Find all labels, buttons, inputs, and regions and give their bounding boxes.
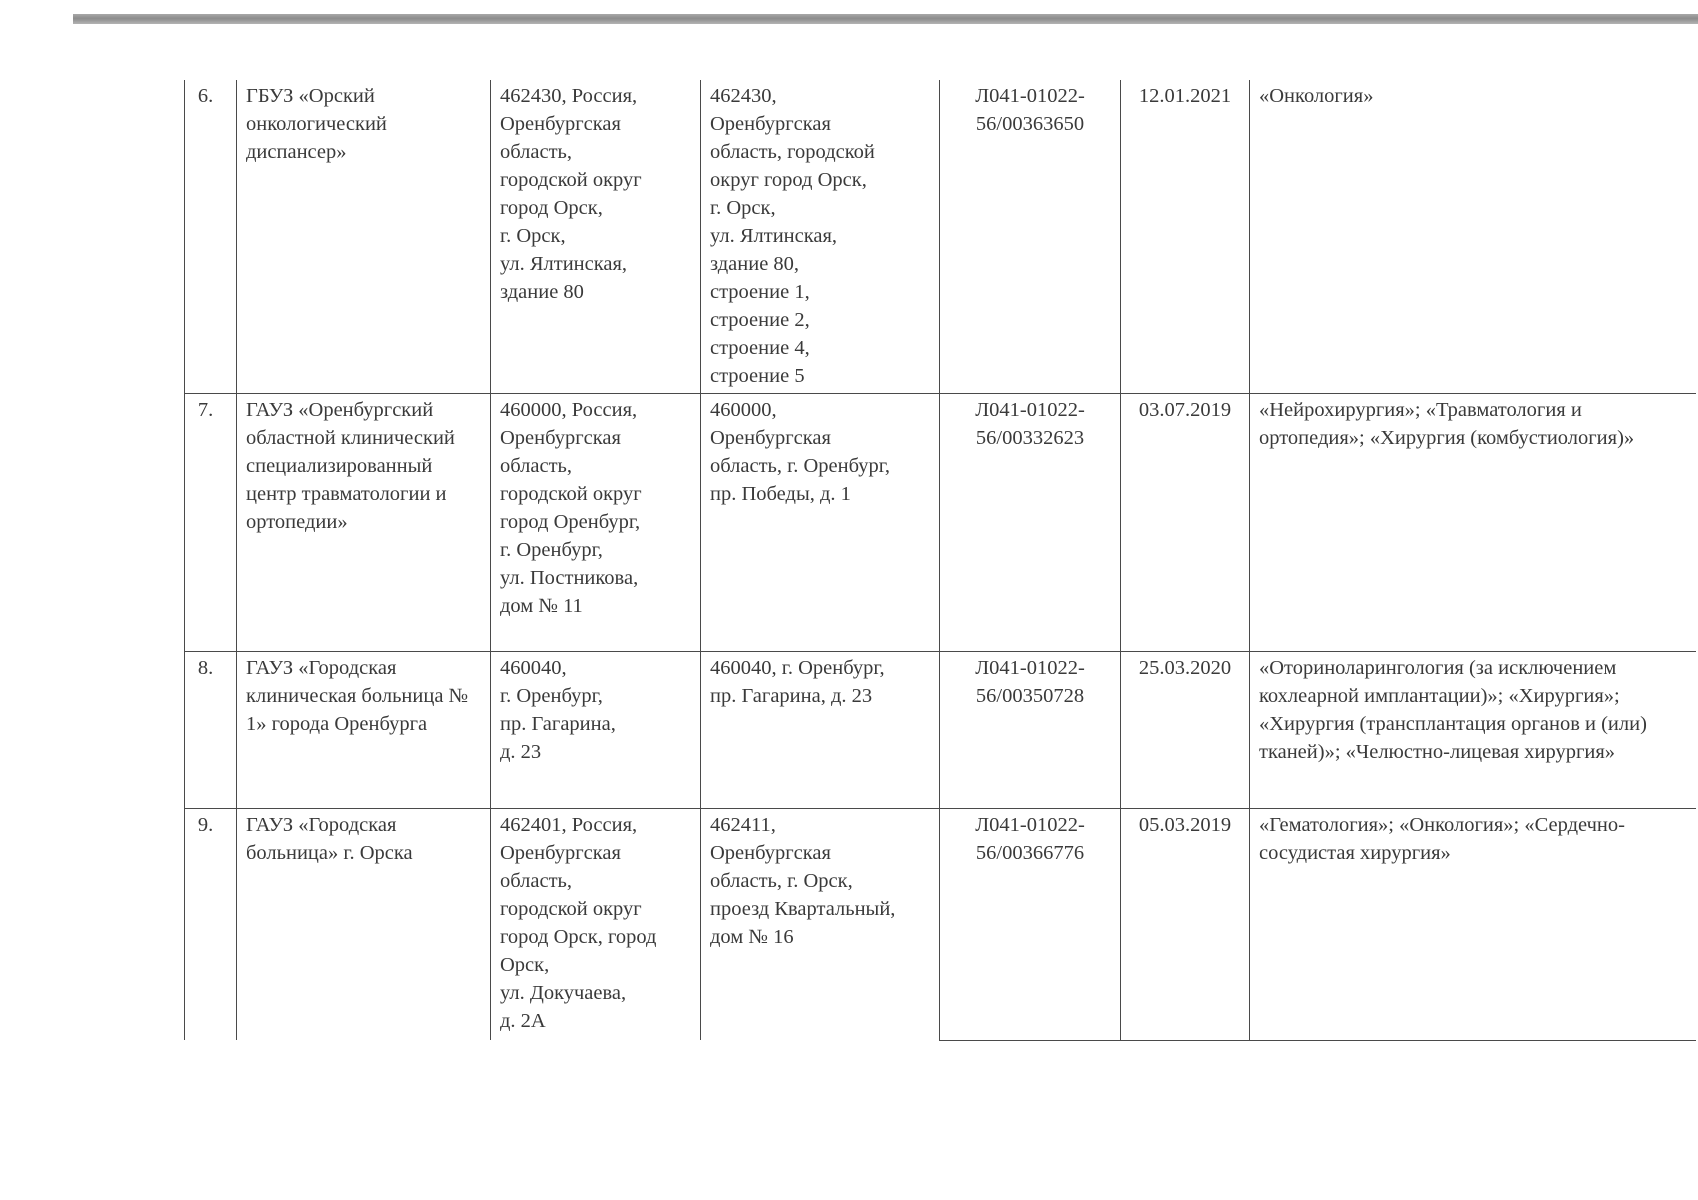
address-line: ул. Ялтинская,: [710, 225, 838, 247]
address-line: ул. Докучаева,: [500, 981, 627, 1004]
address-line: Орск,: [500, 953, 550, 976]
address-line: д. 2А: [500, 1009, 546, 1032]
license-line: 56/00366776: [975, 841, 1085, 864]
table-row: [185, 808, 1696, 1040]
address-line: городской округ: [500, 482, 642, 505]
address-line: 462401, Россия,: [500, 813, 638, 836]
address-line: округ город Орск,: [710, 169, 867, 191]
address-line: городской округ: [500, 169, 642, 191]
license-line: 56/00332623: [975, 426, 1085, 449]
address-line: строение 2,: [710, 309, 810, 331]
license-date: 25.03.2020: [1121, 651, 1250, 808]
license-line: Л041-01022-: [975, 85, 1085, 107]
address-line: город Орск, город: [500, 925, 657, 948]
activity-address: [701, 808, 940, 1040]
address-line: 462430,: [710, 85, 777, 107]
address-line: г. Оренбург,: [500, 684, 603, 707]
address-line: Оренбургская: [710, 113, 831, 135]
address-line: здание 80,: [710, 253, 800, 275]
address-line: строение 1,: [710, 281, 810, 303]
address-line: Оренбургская: [710, 841, 831, 864]
activity-address: [701, 393, 940, 651]
address-line: дом № 16: [710, 925, 794, 948]
license-date: 12.01.2021: [1121, 80, 1250, 393]
table-row: [185, 393, 1696, 651]
address-line: область, городской: [710, 141, 875, 163]
organization-name: ГАУЗ «Городская клиническая больница № 1» города Оренбурга: [237, 651, 491, 808]
address-line: пр. Гагарина, д. 23: [710, 684, 873, 707]
address-line: Оренбургская: [710, 426, 831, 449]
address-line: область,: [500, 869, 573, 892]
row-number: 9.: [185, 808, 237, 1040]
address-line: д. 23: [500, 740, 542, 763]
license-number: [940, 393, 1121, 651]
address-line: город Орск,: [500, 197, 603, 219]
address-line: 460000,: [710, 398, 777, 421]
license-line: 56/00363650: [975, 113, 1085, 135]
address-line: 460000, Россия,: [500, 398, 638, 421]
legal-address: [491, 393, 701, 651]
address-line: область,: [500, 454, 573, 477]
address-line: пр. Победы, д. 1: [710, 482, 851, 505]
address-line: строение 4,: [710, 337, 810, 359]
care-profiles: «Гематология»; «Онкология»; «Сердечно-сосудистая хирургия»: [1250, 808, 1696, 1040]
activity-address: [701, 80, 940, 393]
address-line: Оренбургская: [500, 113, 621, 135]
address-line: ул. Постникова,: [500, 566, 639, 589]
organization-name: ГАУЗ «Городская больница» г. Орска: [237, 808, 491, 1040]
license-number: [940, 808, 1121, 1040]
address-line: г. Орск,: [500, 225, 566, 247]
license-line: Л041-01022-: [975, 656, 1085, 679]
license-line: 56/00350728: [975, 684, 1085, 707]
address-line: дом № 11: [500, 594, 583, 617]
care-profiles: «Нейрохирургия»; «Травматология и ортопедия»; «Хирургия (комбустиология)»: [1250, 393, 1696, 651]
organization-name: ГАУЗ «Оренбургский областной клинический специализированный центр травматологии и ортопедии»: [237, 393, 491, 651]
license-line: Л041-01022-: [975, 398, 1085, 421]
address-line: город Оренбург,: [500, 510, 641, 533]
address-line: область, г. Орск,: [710, 869, 853, 892]
activity-address: [701, 651, 940, 808]
address-line: область, г. Оренбург,: [710, 454, 890, 477]
table-row: [185, 651, 1696, 808]
address-line: область,: [500, 141, 573, 163]
row-number: 7.: [185, 393, 237, 651]
address-line: 462411,: [710, 813, 776, 836]
license-date: 05.03.2019: [1121, 808, 1250, 1040]
care-profiles: «Онкология»: [1250, 80, 1696, 393]
address-line: строение 5: [710, 365, 805, 387]
address-line: г. Орск,: [710, 197, 776, 219]
row-number: 8.: [185, 651, 237, 808]
address-line: пр. Гагарина,: [500, 712, 616, 735]
medical-organizations-table: [184, 80, 1696, 1041]
address-line: Оренбургская: [500, 841, 621, 864]
row-number: 6.: [185, 80, 237, 393]
address-line: Оренбургская: [500, 426, 621, 449]
address-line: 460040,: [500, 656, 567, 679]
address-line: 460040, г. Оренбург,: [710, 656, 885, 679]
table-row: [185, 80, 1696, 393]
address-line: г. Оренбург,: [500, 538, 603, 561]
license-line: Л041-01022-: [975, 813, 1085, 836]
care-profiles: «Оториноларингология (за исключением кохлеарной имплантации)»; «Хирургия»; «Хирургия (трансплантация органов и (или) тканей)»; «Челюстно-лицевая хирургия»: [1250, 651, 1696, 808]
legal-address: [491, 651, 701, 808]
organization-name: ГБУЗ «Орский онкологический диспансер»: [237, 80, 491, 393]
legal-address: [491, 808, 701, 1040]
license-number: [940, 651, 1121, 808]
license-number: [940, 80, 1121, 393]
address-line: 462430, Россия,: [500, 85, 638, 107]
scan-top-edge: [73, 14, 1698, 24]
address-line: ул. Ялтинская,: [500, 253, 628, 275]
license-date: 03.07.2019: [1121, 393, 1250, 651]
address-line: проезд Квартальный,: [710, 897, 896, 920]
address-line: городской округ: [500, 897, 642, 920]
legal-address: [491, 80, 701, 393]
address-line: здание 80: [500, 281, 584, 303]
